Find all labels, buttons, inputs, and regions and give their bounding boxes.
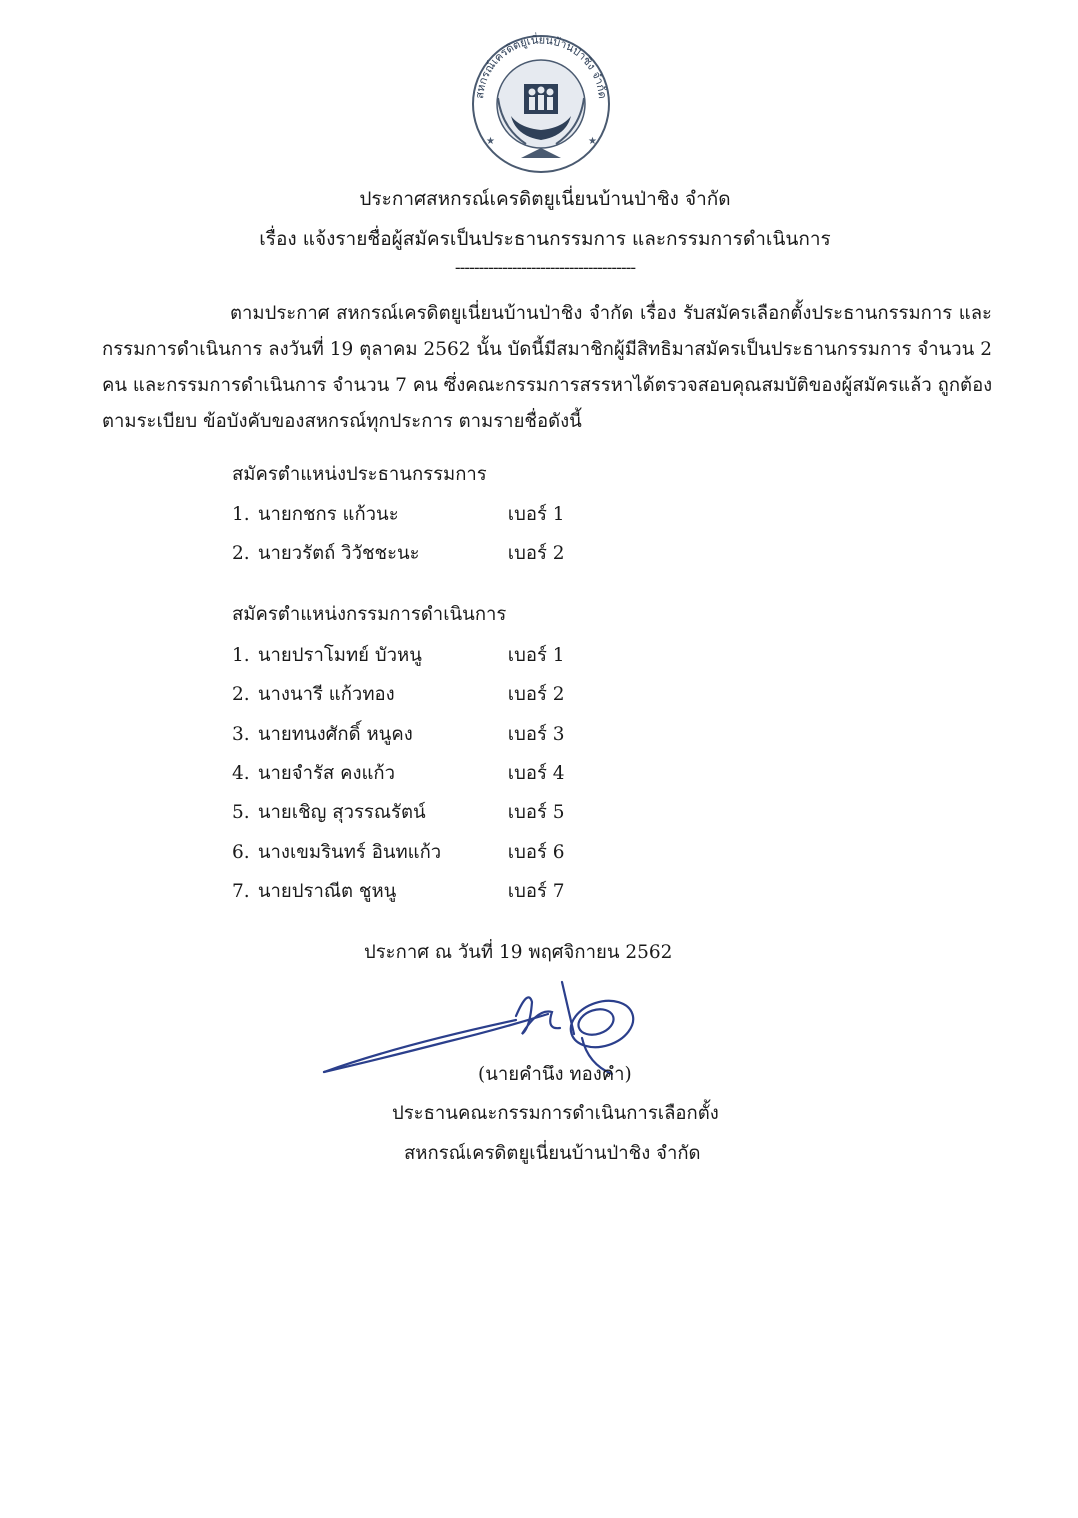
signer-name: (นายคำนึง ทองคำ) [478, 1064, 632, 1085]
candidate-index: 7. [232, 881, 250, 902]
committee-section-heading: สมัครตำแหน่งกรรมการดำเนินการ [232, 604, 507, 625]
candidate-index: 3. [232, 724, 250, 745]
candidate-name: นายกชกร แก้วนะ [257, 504, 399, 525]
candidate-row [232, 798, 565, 828]
candidate-name: นายทนงศักดิ์ หนูคง [257, 724, 413, 745]
candidate-name: นางเขมรินทร์ อินทแก้ว [257, 842, 442, 863]
candidate-index: 1. [232, 645, 250, 666]
candidate-row [232, 838, 565, 868]
body-line: คน และกรรมการดำเนินการ จำนวน 7 คน ซึ่งคณะกรรมการสรรหาได้ตรวจสอบคุณสมบัติของผู้สมัครแล้ว ถูกต้อง [102, 375, 993, 396]
chairman-section-heading: สมัครตำแหน่งประธานกรรมการ [232, 464, 487, 485]
candidate-number: เบอร์ 1 [507, 504, 565, 525]
candidate-name: นายปราณีต ชูหนู [257, 881, 397, 902]
cooperative-logo-seal [466, 28, 616, 174]
candidate-row [232, 539, 565, 569]
candidate-name: นายปราโมทย์ บัวหนู [257, 645, 422, 666]
candidate-name: นายวรัตถ์ วิวัชชะนะ [257, 543, 420, 564]
ribbon-icon [521, 148, 561, 158]
candidate-index: 2. [232, 543, 250, 564]
announcement-subject: เรื่อง แจ้งรายชื่อผู้สมัครเป็นประธานกรรมการ และกรรมการดำเนินการ [259, 228, 831, 250]
candidate-index: 5. [232, 802, 250, 823]
candidate-row [232, 759, 565, 789]
candidate-index: 4. [232, 763, 250, 784]
candidate-name: นายเชิญ สุวรรณรัตน์ [257, 802, 426, 823]
signer-organization: สหกรณ์เครดิตยูเนี่ยนบ้านป่าชิง จำกัด [404, 1143, 701, 1164]
body-line: ตามระเบียบ ข้อบังคับของสหกรณ์ทุกประการ ตามรายชื่อดังนี้ [102, 411, 582, 432]
candidate-index: 6. [232, 842, 250, 863]
announcement-title: ประกาศสหกรณ์เครดิตยูเนี่ยนบ้านป่าชิง จำกัด [359, 188, 731, 210]
candidate-name: นายจำรัส คงแก้ว [257, 763, 396, 784]
candidate-row [232, 680, 565, 710]
body-line: ตามประกาศ สหกรณ์เครดิตยูเนี่ยนบ้านป่าชิง จำกัด เรื่อง รับสมัครเลือกตั้งประธานกรรมการ และ [230, 303, 992, 324]
body-paragraph [102, 296, 992, 440]
body-line: กรรมการดำเนินการ ลงวันที่ 19 ตุลาคม 2562 นั้น บัดนี้มีสมาชิกผู้มีสิทธิมาสมัครเป็นประธานกรรมการ จำนวน 2 [102, 339, 992, 360]
candidate-number: เบอร์ 1 [507, 645, 565, 666]
candidate-row [232, 641, 565, 671]
separator-line: -------------------------------------- [454, 258, 636, 278]
candidate-number: เบอร์ 3 [507, 724, 565, 745]
candidate-number: เบอร์ 5 [507, 802, 565, 823]
candidate-number: เบอร์ 4 [507, 763, 565, 784]
candidate-number: เบอร์ 6 [507, 842, 565, 863]
candidate-index: 1. [232, 504, 250, 525]
candidate-number: เบอร์ 2 [507, 543, 565, 564]
svg-text:★: ★ [486, 136, 495, 147]
signer-title: ประธานคณะกรรมการดำเนินการเลือกตั้ง [392, 1103, 719, 1124]
seal-text: สหกรณ์เครดิตยูเนี่ยนบ้านป่าชิง จำกัด [473, 33, 609, 100]
candidate-row [232, 720, 565, 750]
candidate-number: เบอร์ 7 [507, 881, 565, 902]
candidate-row [232, 877, 565, 907]
svg-text:★: ★ [588, 136, 597, 147]
candidate-name: นางนารี แก้วทอง [257, 684, 395, 705]
candidate-number: เบอร์ 2 [507, 684, 565, 705]
candidate-index: 2. [232, 684, 250, 705]
candidate-row [232, 500, 565, 530]
announcement-date: ประกาศ ณ วันที่ 19 พฤศจิกายน 2562 [364, 942, 673, 963]
